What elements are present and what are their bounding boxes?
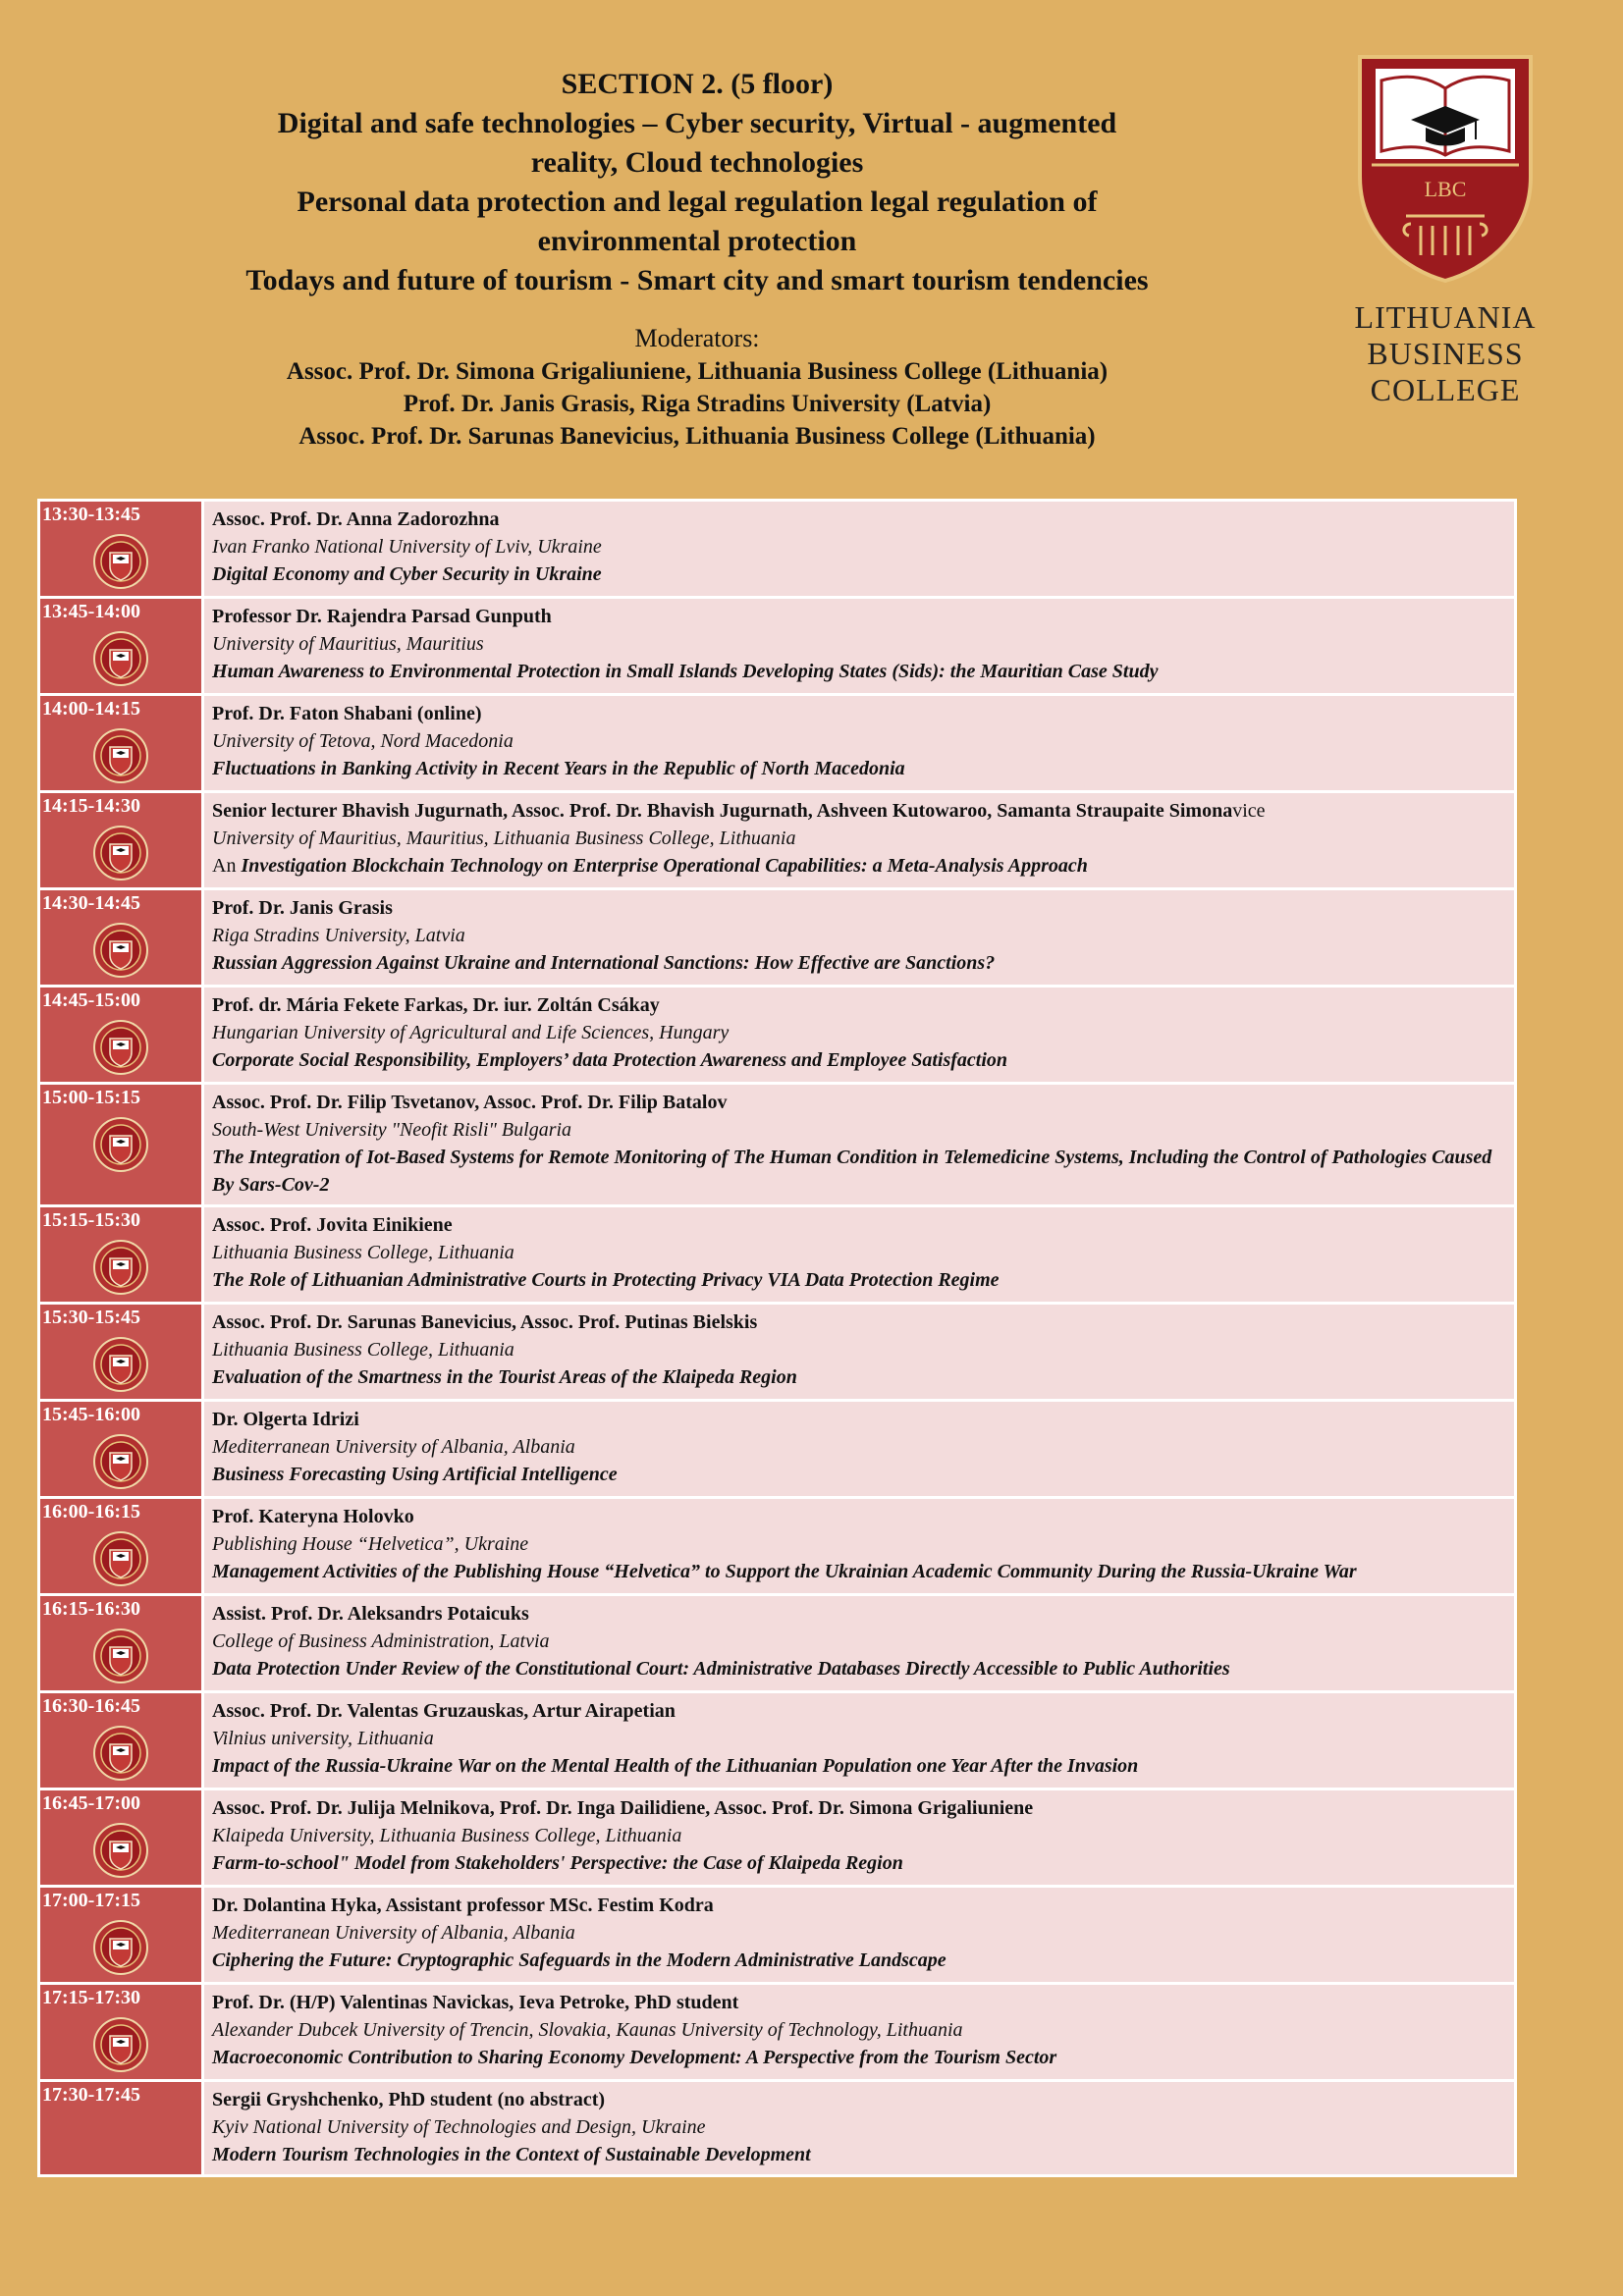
moderator-3: Assoc. Prof. Dr. Sarunas Banevicius, Lithuania Business College (Lithuania): [298, 423, 1096, 450]
presenter-names-text: Prof. Dr. (H/P) Valentinas Navickas, Ieva Petroke, PhD student: [212, 1992, 739, 2013]
schedule-row: [39, 987, 1516, 1084]
presenter-names-text: Assoc. Prof. Jovita Einikiene: [212, 1214, 453, 1236]
presenter-names-text: Assoc. Prof. Dr. Julija Melnikova, Prof. Dr. Inga Dailidiene, Assoc. Prof. Dr. Simona Grigaliuniene: [212, 1797, 1034, 1819]
time-slot-cell: [39, 1206, 203, 1304]
college-logo: [1347, 49, 1543, 408]
presentation-title-text: Human Awareness to Environmental Protection in Small Islands Developing States (Sids): the Mauritian Case Study: [212, 661, 1159, 682]
schedule-row: [39, 598, 1516, 695]
presenter-names-text: Assoc. Prof. Dr. Filip Tsvetanov, Assoc. Prof. Dr. Filip Batalov: [212, 1092, 728, 1113]
presentation-title-text: Macroeconomic Contribution to Sharing Economy Development: A Perspective from the Tourism Sector: [212, 2047, 1057, 2068]
presenter-names-text: Assoc. Prof. Dr. Anna Zadorozhna: [212, 508, 500, 530]
presentation-title: [212, 2044, 1506, 2071]
time-slot: 14:45-15:00: [42, 989, 140, 1011]
college-name-line-2: BUSINESS: [1367, 336, 1524, 371]
presenter-names: [212, 991, 1506, 1019]
moderator-1: Assoc. Prof. Dr. Simona Grigaliuniene, Lithuania Business College (Lithuania): [286, 358, 1109, 385]
presentation-title: [212, 1144, 1506, 1199]
presenter-affiliation: Riga Stradins University, Latvia: [212, 925, 465, 946]
presentation-title-text: Evaluation of the Smartness in the Tourist Areas of the Klaipeda Region: [212, 1366, 797, 1388]
presentation-title: [212, 949, 1506, 977]
presentation-cell: [203, 1084, 1516, 1206]
schedule-row: [39, 1206, 1516, 1304]
time-slot: 13:45-14:00: [42, 601, 140, 622]
presentation-title: [212, 1655, 1506, 1682]
presenter-names: [212, 1089, 1506, 1116]
presenter-affiliation: Publishing House “Helvetica”, Ukraine: [212, 1533, 529, 1555]
lbc-badge-icon: [92, 1530, 149, 1587]
presentation-title: [212, 1849, 1506, 1877]
schedule-row: [39, 1789, 1516, 1887]
time-slot-cell: [39, 1304, 203, 1401]
presentation-title: [212, 1752, 1506, 1780]
presenter-names-text: Professor Dr. Rajendra Parsad Gunputh: [212, 606, 552, 627]
presenter-names: [212, 1211, 1506, 1239]
svg-text:LBC: LBC: [1424, 177, 1467, 201]
presenter-names-text: Prof. Dr. Janis Grasis: [212, 897, 393, 919]
lbc-badge-icon: [92, 533, 149, 590]
presentation-title-prefix: An: [212, 855, 242, 877]
schedule-row: [39, 695, 1516, 792]
presentation-title: [212, 1461, 1506, 1488]
presenter-affiliation: College of Business Administration, Latvia: [212, 1630, 550, 1652]
presenter-names-text: Sergii Gryshchenko, PhD student (no abstract): [212, 2089, 606, 2110]
time-slot-cell: [39, 1498, 203, 1595]
lbc-badge-icon: [92, 1919, 149, 1976]
schedule-row: [39, 792, 1516, 889]
presentation-cell: [203, 1692, 1516, 1789]
schedule-row: [39, 889, 1516, 987]
presenter-names: [212, 1503, 1506, 1530]
presenter-names-text: Senior lecturer Bhavish Jugurnath, Assoc. Prof. Dr. Bhavish Jugurnath, Ashveen Kutowaroo, Samanta Straupaite Simona: [212, 800, 1233, 822]
header: [147, 65, 1247, 453]
section-subtitle-1: Digital and safe technologies – Cyber security, Virtual - augmented: [277, 107, 1117, 139]
presentation-cell: [203, 501, 1516, 598]
presenter-names-text: Prof. Dr. Faton Shabani (online): [212, 703, 482, 724]
presenter-affiliation: Hungarian University of Agricultural and Life Sciences, Hungary: [212, 1022, 730, 1043]
lbc-badge-icon: [92, 825, 149, 881]
presentation-cell: [203, 598, 1516, 695]
presentation-cell: [203, 1789, 1516, 1887]
time-slot: 16:30-16:45: [42, 1695, 140, 1717]
presenter-affiliation: South-West University "Neofit Risli" Bulgaria: [212, 1119, 572, 1141]
presentation-cell: [203, 1984, 1516, 2081]
time-slot: 16:00-16:15: [42, 1501, 140, 1522]
presenter-names: [212, 1308, 1506, 1336]
presenter-names: [212, 1406, 1506, 1433]
presenter-names: [212, 1892, 1506, 1919]
presentation-title: [212, 1266, 1506, 1294]
time-slot: 14:00-14:15: [42, 698, 140, 720]
presentation-title: [212, 1558, 1506, 1585]
schedule-row: [39, 1595, 1516, 1692]
time-slot: 15:30-15:45: [42, 1307, 140, 1328]
time-slot: 15:45-16:00: [42, 1404, 140, 1425]
time-slot-cell: [39, 695, 203, 792]
presenter-names-text: Dr. Dolantina Hyka, Assistant professor MSc. Festim Kodra: [212, 1895, 714, 1916]
schedule-row: [39, 1498, 1516, 1595]
presenter-names: [212, 700, 1506, 727]
presentation-title-text: Fluctuations in Banking Activity in Recent Years in the Republic of North Macedonia: [212, 758, 905, 779]
time-slot-cell: [39, 1789, 203, 1887]
presenter-affiliation: Vilnius university, Lithuania: [212, 1728, 434, 1749]
presentation-cell: [203, 1498, 1516, 1595]
lbc-badge-icon: [92, 630, 149, 687]
schedule-row: [39, 1692, 1516, 1789]
presentation-title-text: Ciphering the Future: Cryptographic Safeguards in the Modern Administrative Landscape: [212, 1949, 947, 1971]
college-name: [1347, 299, 1543, 408]
time-slot-cell: [39, 792, 203, 889]
presenter-names: [212, 1600, 1506, 1628]
presenter-names: [212, 1697, 1506, 1725]
presenter-names: [212, 603, 1506, 630]
time-slot-cell: [39, 2081, 203, 2176]
section-subtitle-5: Todays and future of tourism - Smart city and smart tourism tendencies: [245, 264, 1149, 296]
schedule-row: [39, 1887, 1516, 1984]
presenter-names: [212, 506, 1506, 533]
presentation-cell: [203, 987, 1516, 1084]
time-slot-cell: [39, 1887, 203, 1984]
schedule-row: [39, 501, 1516, 598]
time-slot-cell: [39, 598, 203, 695]
presenter-names: [212, 2086, 1506, 2113]
presentation-title-text: The Integration of Iot-Based Systems for Remote Monitoring of The Human Condition in Telemedicine Systems, Including the Control of Pathologies Caused By Sars-Cov-2: [212, 1147, 1492, 1196]
presentation-title-text: Corporate Social Responsibility, Employers’ data Protection Awareness and Employee Satisfaction: [212, 1049, 1008, 1071]
time-slot: 13:30-13:45: [42, 504, 140, 525]
lbc-badge-icon: [92, 2016, 149, 2073]
presentation-title: [212, 1363, 1506, 1391]
presentation-title-text: Business Forecasting Using Artificial Intelligence: [212, 1464, 618, 1485]
moderators-label: Moderators:: [634, 324, 760, 352]
schedule-table: [37, 499, 1517, 2177]
presenter-affiliation: Alexander Dubcek University of Trencin, Slovakia, Kaunas University of Technology, Lithuania: [212, 2019, 963, 2041]
presentation-title: [212, 1046, 1506, 1074]
presentation-cell: [203, 1887, 1516, 1984]
presentation-title-text: Management Activities of the Publishing House “Helvetica” to Support the Ukrainian Academic Community During the Russia-Ukraine War: [212, 1561, 1357, 1582]
presenter-names-text: Dr. Olgerta Idrizi: [212, 1409, 359, 1430]
lbc-badge-icon: [92, 1628, 149, 1684]
presentation-title: [212, 755, 1506, 782]
presentation-title-text: Russian Aggression Against Ukraine and International Sanctions: How Effective are Sanctions?: [212, 952, 996, 974]
presentation-title: [212, 1947, 1506, 1974]
presenter-names: [212, 797, 1506, 825]
time-slot: 15:00-15:15: [42, 1087, 140, 1108]
presenter-names-tail: vice: [1232, 800, 1266, 822]
presenter-affiliation: University of Mauritius, Mauritius, Lithuania Business College, Lithuania: [212, 828, 796, 849]
presenter-affiliation: University of Tetova, Nord Macedonia: [212, 730, 514, 752]
presentation-title-text: Investigation Blockchain Technology on Enterprise Operational Capabilities: a Meta-Analysis Approach: [241, 855, 1088, 877]
presenter-names-text: Assist. Prof. Dr. Aleksandrs Potaicuks: [212, 1603, 529, 1625]
presentation-cell: [203, 1595, 1516, 1692]
lbc-badge-icon: [92, 1239, 149, 1296]
lbc-shield-icon: [1352, 49, 1539, 285]
time-slot: 17:30-17:45: [42, 2084, 140, 2106]
lbc-badge-icon: [92, 1725, 149, 1782]
presentation-title-text: Digital Economy and Cyber Security in Ukraine: [212, 563, 602, 585]
section-subtitle-4: environmental protection: [537, 225, 857, 257]
lbc-badge-icon: [92, 922, 149, 979]
presenter-names-text: Prof. dr. Mária Fekete Farkas, Dr. iur. Zoltán Csákay: [212, 994, 660, 1016]
presentation-title: [212, 561, 1506, 588]
presenter-names-text: Assoc. Prof. Dr. Valentas Gruzauskas, Artur Airapetian: [212, 1700, 676, 1722]
schedule-row: [39, 1304, 1516, 1401]
presentation-cell: [203, 1401, 1516, 1498]
time-slot-cell: [39, 889, 203, 987]
presenter-affiliation: Mediterranean University of Albania, Albania: [212, 1922, 575, 1944]
presenter-affiliation: Lithuania Business College, Lithuania: [212, 1242, 514, 1263]
section-subtitle-3: Personal data protection and legal regulation legal regulation of: [297, 186, 1098, 218]
lbc-badge-icon: [92, 1822, 149, 1879]
schedule-row: [39, 1984, 1516, 2081]
lbc-badge-icon: [92, 1336, 149, 1393]
schedule-row: [39, 1401, 1516, 1498]
lbc-badge-icon: [92, 1019, 149, 1076]
moderator-2: Prof. Dr. Janis Grasis, Riga Stradins University (Latvia): [403, 391, 992, 417]
lbc-badge-icon: [92, 727, 149, 784]
presenter-affiliation: Mediterranean University of Albania, Albania: [212, 1436, 575, 1458]
presentation-cell: [203, 1206, 1516, 1304]
presentation-title: [212, 852, 1506, 880]
presentation-cell: [203, 695, 1516, 792]
time-slot-cell: [39, 987, 203, 1084]
college-name-line-1: LITHUANIA: [1354, 299, 1537, 335]
time-slot-cell: [39, 1692, 203, 1789]
presentation-cell: [203, 792, 1516, 889]
presenter-names: [212, 1794, 1506, 1822]
presenter-affiliation: Ivan Franko National University of Lviv, Ukraine: [212, 536, 602, 558]
presenter-affiliation: University of Mauritius, Mauritius: [212, 633, 484, 655]
time-slot-cell: [39, 1595, 203, 1692]
time-slot: 16:15-16:30: [42, 1598, 140, 1620]
time-slot-cell: [39, 1084, 203, 1206]
time-slot: 15:15-15:30: [42, 1209, 140, 1231]
presentation-title-text: Data Protection Under Review of the Constitutional Court: Administrative Databases Directly Accessible to Public Authorities: [212, 1658, 1230, 1680]
time-slot: 16:45-17:00: [42, 1792, 140, 1814]
time-slot: 17:15-17:30: [42, 1987, 140, 2008]
time-slot: 17:00-17:15: [42, 1890, 140, 1911]
presenter-names: [212, 1989, 1506, 2016]
presentation-title-text: Impact of the Russia-Ukraine War on the Mental Health of the Lithuanian Population one Year After the Invasion: [212, 1755, 1139, 1777]
presentation-title: [212, 658, 1506, 685]
schedule-row: [39, 2081, 1516, 2176]
lbc-badge-icon: [92, 1433, 149, 1490]
presentation-cell: [203, 1304, 1516, 1401]
time-slot-cell: [39, 1401, 203, 1498]
presentation-cell: [203, 889, 1516, 987]
presenter-names: [212, 894, 1506, 922]
schedule-row: [39, 1084, 1516, 1206]
college-name-line-3: COLLEGE: [1370, 372, 1521, 407]
section-subtitle-2: reality, Cloud technologies: [530, 146, 864, 179]
presentation-title: [212, 2141, 1506, 2168]
time-slot: 14:30-14:45: [42, 892, 140, 914]
presentation-title-text: The Role of Lithuanian Administrative Courts in Protecting Privacy VIA Data Protection Regime: [212, 1269, 1000, 1291]
presenter-names-text: Prof. Kateryna Holovko: [212, 1506, 414, 1527]
presenter-affiliation: Klaipeda University, Lithuania Business College, Lithuania: [212, 1825, 682, 1846]
time-slot-cell: [39, 1984, 203, 2081]
section-title: SECTION 2. (5 floor): [561, 68, 834, 100]
presenter-names-text: Assoc. Prof. Dr. Sarunas Banevicius, Assoc. Prof. Putinas Bielskis: [212, 1311, 758, 1333]
presentation-title-text: Farm-to-school" Model from Stakeholders' Perspective: the Case of Klaipeda Region: [212, 1852, 903, 1874]
lbc-badge-icon: [92, 1116, 149, 1173]
presenter-affiliation: Kyiv National University of Technologies and Design, Ukraine: [212, 2116, 706, 2138]
time-slot: 14:15-14:30: [42, 795, 140, 817]
presentation-cell: [203, 2081, 1516, 2176]
time-slot-cell: [39, 501, 203, 598]
presentation-title-text: Modern Tourism Technologies in the Context of Sustainable Development: [212, 2144, 811, 2165]
presenter-affiliation: Lithuania Business College, Lithuania: [212, 1339, 514, 1361]
